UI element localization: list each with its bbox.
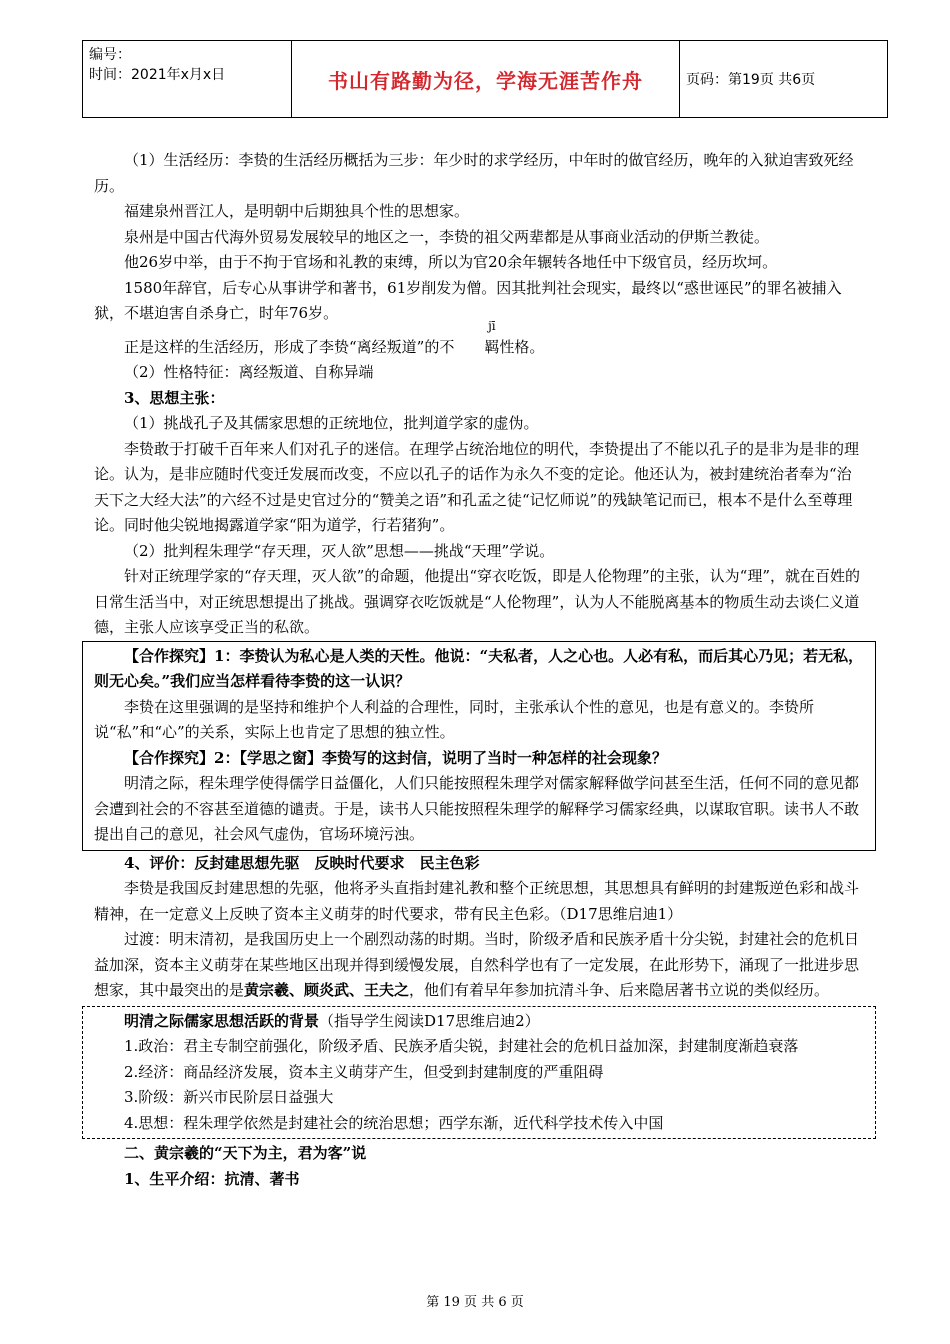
section-heading-evaluation: 4、评价：反封建思想先驱 反映时代要求 民主色彩 [124, 853, 480, 872]
paragraph-career: 他26岁中举，由于不拘于官场和礼教的束缚，所以为官20余年辗转各地任中下级官员，经历坎坷。 [124, 253, 778, 271]
pinyin-annotation: jī [488, 318, 496, 333]
background-box-title: 明清之际儒家思想活跃的背景 [124, 1011, 320, 1030]
paragraph-evaluation: 李贽是我国反封建思想的先驱，他将矛头直指封建礼教和整个正统思想，其思想具有鲜明的封建叛逆色彩和战斗精神，在一定意义上反映了资本主义萌芽的时代要求，带有民主色彩。（D17思维启迪1） [94, 879, 860, 923]
background-item-class: 3.阶级：新兴市民阶层日益强大 [124, 1088, 334, 1106]
paragraph-daily-life-principle: 针对正统理学家的“存天理，灭人欲”的命题，他提出“穿衣吃饭，即是人伦物理”的主张，认为“理”，就在百姓的日常生活当中，对正统思想提出了挑战。强调穿衣吃饭就是“人伦物理”，认为人不能脱离基本的物质生动去谈仁义道德，主张人应该享受正当的私欲。 [94, 567, 861, 636]
inquiry-question-1: 【合作探究】1：李贽认为私心是人类的天性。他说：“夫私者，人之心也。人必有私，而后其心乃见；若无私，则无心矣。”我们应当怎样看待李贽的这一认识？ [94, 646, 864, 690]
section-heading-biography: 1、生平介绍：抗清、著书 [124, 1169, 300, 1188]
header-table [82, 40, 888, 118]
document-number-label: 编号： [89, 47, 131, 63]
background-box [82, 1006, 876, 1140]
section-heading-ideas: 3、思想主张： [124, 388, 225, 407]
paragraph-quanzhou: 泉州是中国古代海外贸易发展较早的地区之一，李贽的祖父两辈都是从事商业活动的伊斯兰教徒。 [124, 227, 770, 246]
paragraph-criticize-neo-confucianism: （2）批判程朱理学“存天理，灭人欲”思想——挑战“天理”学说。 [124, 541, 555, 560]
cooperative-inquiry-box [82, 641, 876, 851]
background-item-economy: 2.经济：商品经济发展，资本主义萌芽产生，但受到封建制度的严重阻碍 [124, 1062, 604, 1081]
inquiry-answer-2: 明清之际，程朱理学使得儒学日益僵化，人们只能按照程朱理学对儒家解释做学问甚至生活，任何不同的意见都会遭到社会的不容甚至道德的谴责。于是，读书人只能按照程朱理学的解释学习儒家经典，以谋取官职。读书人不敢提出自己的意见，社会风气虚伪，官场环境污浊。 [94, 774, 860, 843]
background-item-politics: 1.政治：君主专制空前强化，阶级矛盾、民族矛盾尖锐，封建社会的危机日益加深，封建制度渐趋衰落 [124, 1037, 799, 1055]
ruby-base-char: 羁 [484, 337, 500, 356]
page-footer: 第 19 页 共 6 页 [426, 1295, 524, 1310]
paragraph-hometown: 福建泉州晋江人，是明朝中后期独具个性的思想家。 [124, 202, 470, 220]
header-page-cell [680, 41, 888, 118]
paragraph-life-experience: （1）生活经历：李贽的生活经历概括为三步：年少时的求学经历，中年时的做官经历，晚年的入狱迫害致死经历。 [94, 151, 854, 195]
background-box-title-line [94, 1009, 864, 1035]
section-heading-huang-zongxi: 二、黄宗羲的“天下为主，君为客”说 [124, 1144, 367, 1162]
header-motto-cell [292, 41, 680, 118]
paragraph-challenge-confucius: （1）挑战孔子及其儒家思想的正统地位，批判道学家的虚伪。 [124, 414, 539, 432]
document-body [94, 148, 864, 1192]
paragraph-resignation: 1580年辞官，后专心从事讲学和著书，61岁削发为僧。因其批判社会现实，最终以“惑世诬民”的罪名被捕入狱，不堪迫害自杀身亡，时年76岁。 [94, 278, 842, 322]
paragraph-personality: （2）性格特征：离经叛道、自称异端 [124, 363, 374, 381]
header-motto: 书山有路勤为径，学海无涯苦作舟 [328, 68, 643, 93]
transition-text-post: ，他们有着早年参加抗清斗争、后来隐居著书立说的类似经历。 [409, 981, 830, 999]
thinkers-names: 黄宗羲、顾炎武、王夫之 [244, 981, 410, 999]
header-page-label: 页码：第19页 共6页 [686, 72, 816, 88]
inquiry-answer-1: 李贽在这里强调的是坚持和维护个人利益的合理性，同时，主张承认个性的意见，也是有意义的。李贽所说“私”和“心”的关系，实际上也肯定了思想的独立性。 [94, 697, 815, 741]
paragraph-character-text-pre: 正是这样的生活经历，形成了李贽“离经叛道”的不 [124, 337, 455, 356]
document-time-label: 时间：2021年x月x日 [89, 67, 226, 83]
background-box-note: （指导学生阅读D17思维启迪2） [319, 1011, 540, 1030]
header-meta-cell [83, 41, 292, 118]
paragraph-break-superstition: 李贽敢于打破千百年来人们对孔子的迷信。在理学占统治地位的明代，李贽提出了不能以孔子的是非为是非的理论。认为，是非应随时代变迁发展而改变，不应以孔子的话作为永久不变的定论。他还认为，被封建统治者奉为“治天下之大经大法”的六经不过是史官过分的“赞美之语”和孔孟之徒“记忆师说”的残缺笔记而已，根本不是什么至尊理论。同时他尖锐地揭露道学家“阳为道学，行若猪狗”。 [94, 439, 860, 534]
paragraph-character-text-post: 性格。 [499, 337, 545, 356]
paragraph-transition [94, 927, 864, 1004]
inquiry-question-2: 【合作探究】2：【学思之窗】李贽写的这封信，说明了当时一种怎样的社会现象？ [124, 748, 667, 767]
paragraph-character-origin [94, 318, 864, 361]
background-item-thought: 4.思想：程朱理学依然是封建社会的统治思想；西学东渐，近代科学技术传入中国 [124, 1113, 664, 1132]
transition-text-pre: 过渡：明末清初，是我国历史上一个剧烈动荡的时期。当时，阶级矛盾和民族矛盾十分尖锐，封建社会的危机日益加深，资本主义萌芽在某些地区出现并得到缓慢发展，自然科学也有了一定发展，在此形势下，涌现了一批进步思想家，其中最突出的是 [94, 930, 860, 999]
ruby-annotation [454, 318, 500, 361]
